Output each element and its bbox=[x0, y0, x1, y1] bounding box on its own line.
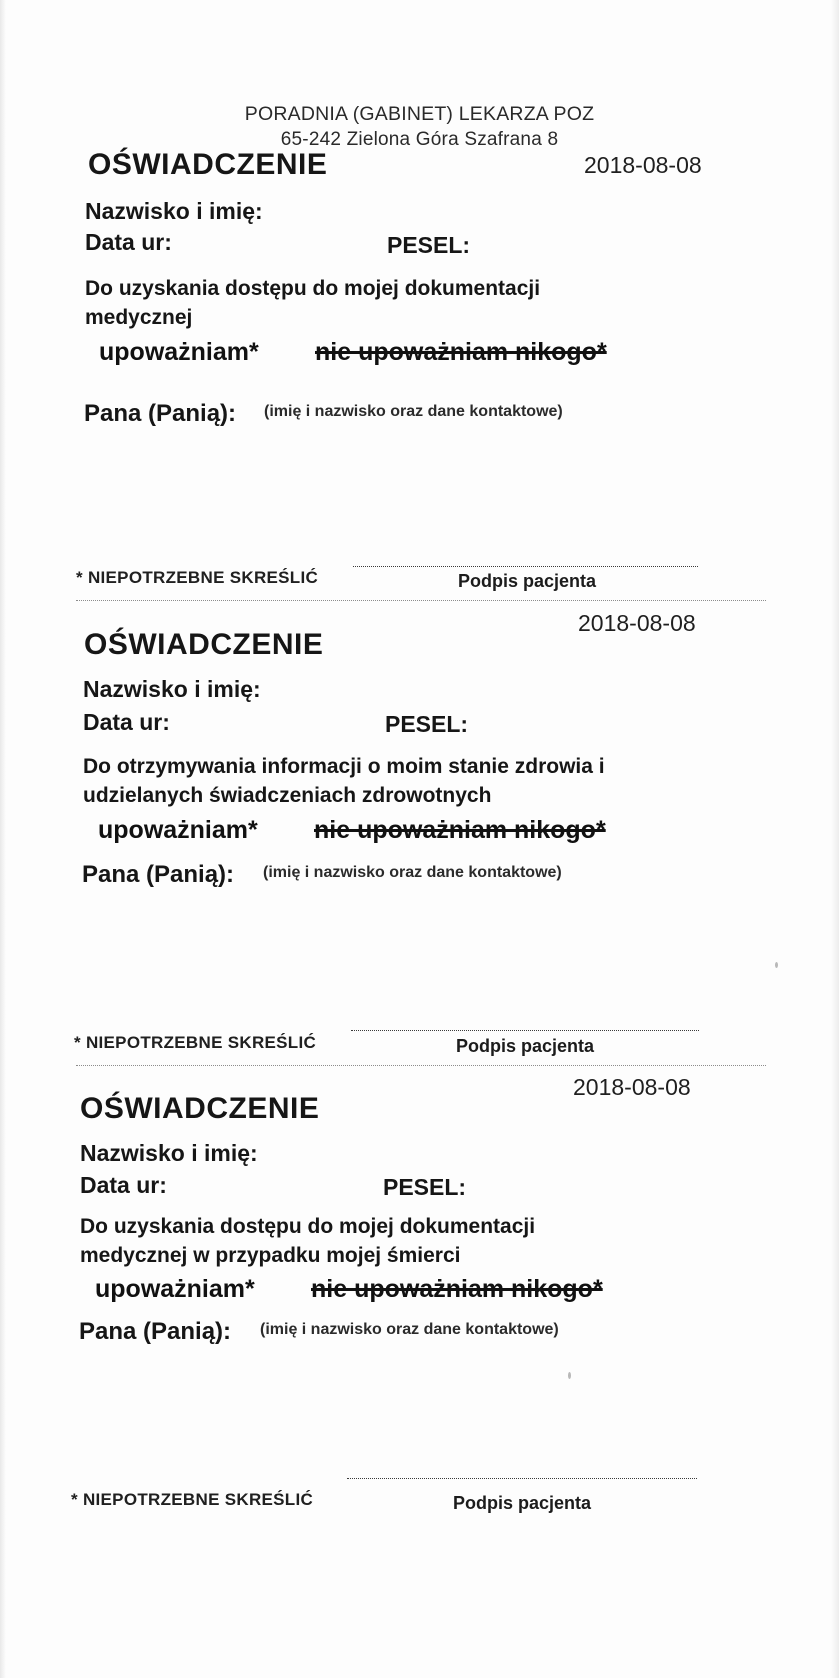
section-3-no-authorize-option[interactable]: nie upoważniam nikogo* bbox=[311, 1275, 603, 1303]
section-1-footnote: * NIEPOTRZEBNE SKREŚLIĆ bbox=[76, 568, 319, 587]
section-3-body-line-2: medycznej w przypadku mojej śmierci bbox=[80, 1244, 461, 1267]
section-3-birthdate-label: Data ur: bbox=[80, 1172, 167, 1198]
section-1-signature-line bbox=[353, 566, 698, 567]
section-2-footnote: * NIEPOTRZEBNE SKREŚLIĆ bbox=[74, 1033, 317, 1052]
section-3-pesel-label: PESEL: bbox=[383, 1174, 467, 1200]
section-3-title: OŚWIADCZENIE bbox=[80, 1092, 320, 1125]
section-1-authorize-option[interactable]: upoważniam* bbox=[99, 338, 259, 366]
section-1-person-label: Pana (Panią): bbox=[84, 400, 237, 427]
section-3-person-hint: (imię i nazwisko oraz dane kontaktowe) bbox=[260, 1321, 559, 1338]
scan-edge-left bbox=[0, 0, 6, 1678]
section-2-date: 2018-08-08 bbox=[578, 610, 696, 636]
scan-speck bbox=[568, 1372, 571, 1379]
section-3-signature-line bbox=[347, 1478, 697, 1479]
section-3-authorize-option[interactable]: upoważniam* bbox=[95, 1275, 255, 1303]
scan-speck bbox=[775, 962, 778, 968]
section-2-name-label: Nazwisko i imię: bbox=[83, 676, 261, 702]
section-2-person-label: Pana (Panią): bbox=[82, 861, 235, 888]
scan-edge-right bbox=[831, 0, 839, 1678]
clinic-address: 65-242 Zielona Góra Szafrana 8 bbox=[280, 129, 559, 150]
section-divider-2 bbox=[76, 1065, 766, 1066]
section-1-birthdate-label: Data ur: bbox=[85, 229, 172, 255]
section-divider-1 bbox=[76, 600, 766, 601]
section-1-name-label: Nazwisko i imię: bbox=[85, 198, 263, 224]
section-1-pesel-label: PESEL: bbox=[387, 232, 471, 258]
section-2-title: OŚWIADCZENIE bbox=[84, 628, 324, 661]
section-1-date: 2018-08-08 bbox=[584, 152, 702, 178]
clinic-name: PORADNIA (GABINET) LEKARZA POZ bbox=[244, 103, 595, 125]
section-2-person-hint: (imię i nazwisko oraz dane kontaktowe) bbox=[263, 864, 562, 881]
clinic-header bbox=[0, 102, 839, 152]
section-3-signature-label: Podpis pacjenta bbox=[453, 1493, 592, 1513]
section-3-footnote: * NIEPOTRZEBNE SKREŚLIĆ bbox=[71, 1490, 314, 1509]
section-3-name-label: Nazwisko i imię: bbox=[80, 1140, 258, 1166]
section-2-signature-label: Podpis pacjenta bbox=[456, 1036, 595, 1056]
section-2-birthdate-label: Data ur: bbox=[83, 709, 170, 735]
section-1-body-line-1: Do uzyskania dostępu do mojej dokumentacji bbox=[85, 277, 541, 300]
section-1-title: OŚWIADCZENIE bbox=[88, 148, 328, 181]
section-2-no-authorize-option[interactable]: nie upoważniam nikogo* bbox=[314, 816, 606, 844]
section-1-no-authorize-option[interactable]: nie upoważniam nikogo* bbox=[315, 338, 607, 366]
section-2-pesel-label: PESEL: bbox=[385, 711, 469, 737]
section-2-signature-line bbox=[351, 1030, 699, 1031]
section-3-body-line-1: Do uzyskania dostępu do mojej dokumentacji bbox=[80, 1215, 536, 1238]
section-3-date: 2018-08-08 bbox=[573, 1074, 691, 1100]
section-2-body-line-1: Do otrzymywania informacji o moim stanie zdrowia i bbox=[83, 755, 605, 778]
section-1-body-line-2: medycznej bbox=[85, 306, 193, 329]
section-2-authorize-option[interactable]: upoważniam* bbox=[98, 816, 258, 844]
section-1-person-hint: (imię i nazwisko oraz dane kontaktowe) bbox=[264, 403, 563, 420]
section-3-person-label: Pana (Panią): bbox=[79, 1318, 232, 1345]
section-2-body-line-2: udzielanych świadczeniach zdrowotnych bbox=[83, 784, 492, 807]
section-1-signature-label: Podpis pacjenta bbox=[458, 571, 597, 591]
